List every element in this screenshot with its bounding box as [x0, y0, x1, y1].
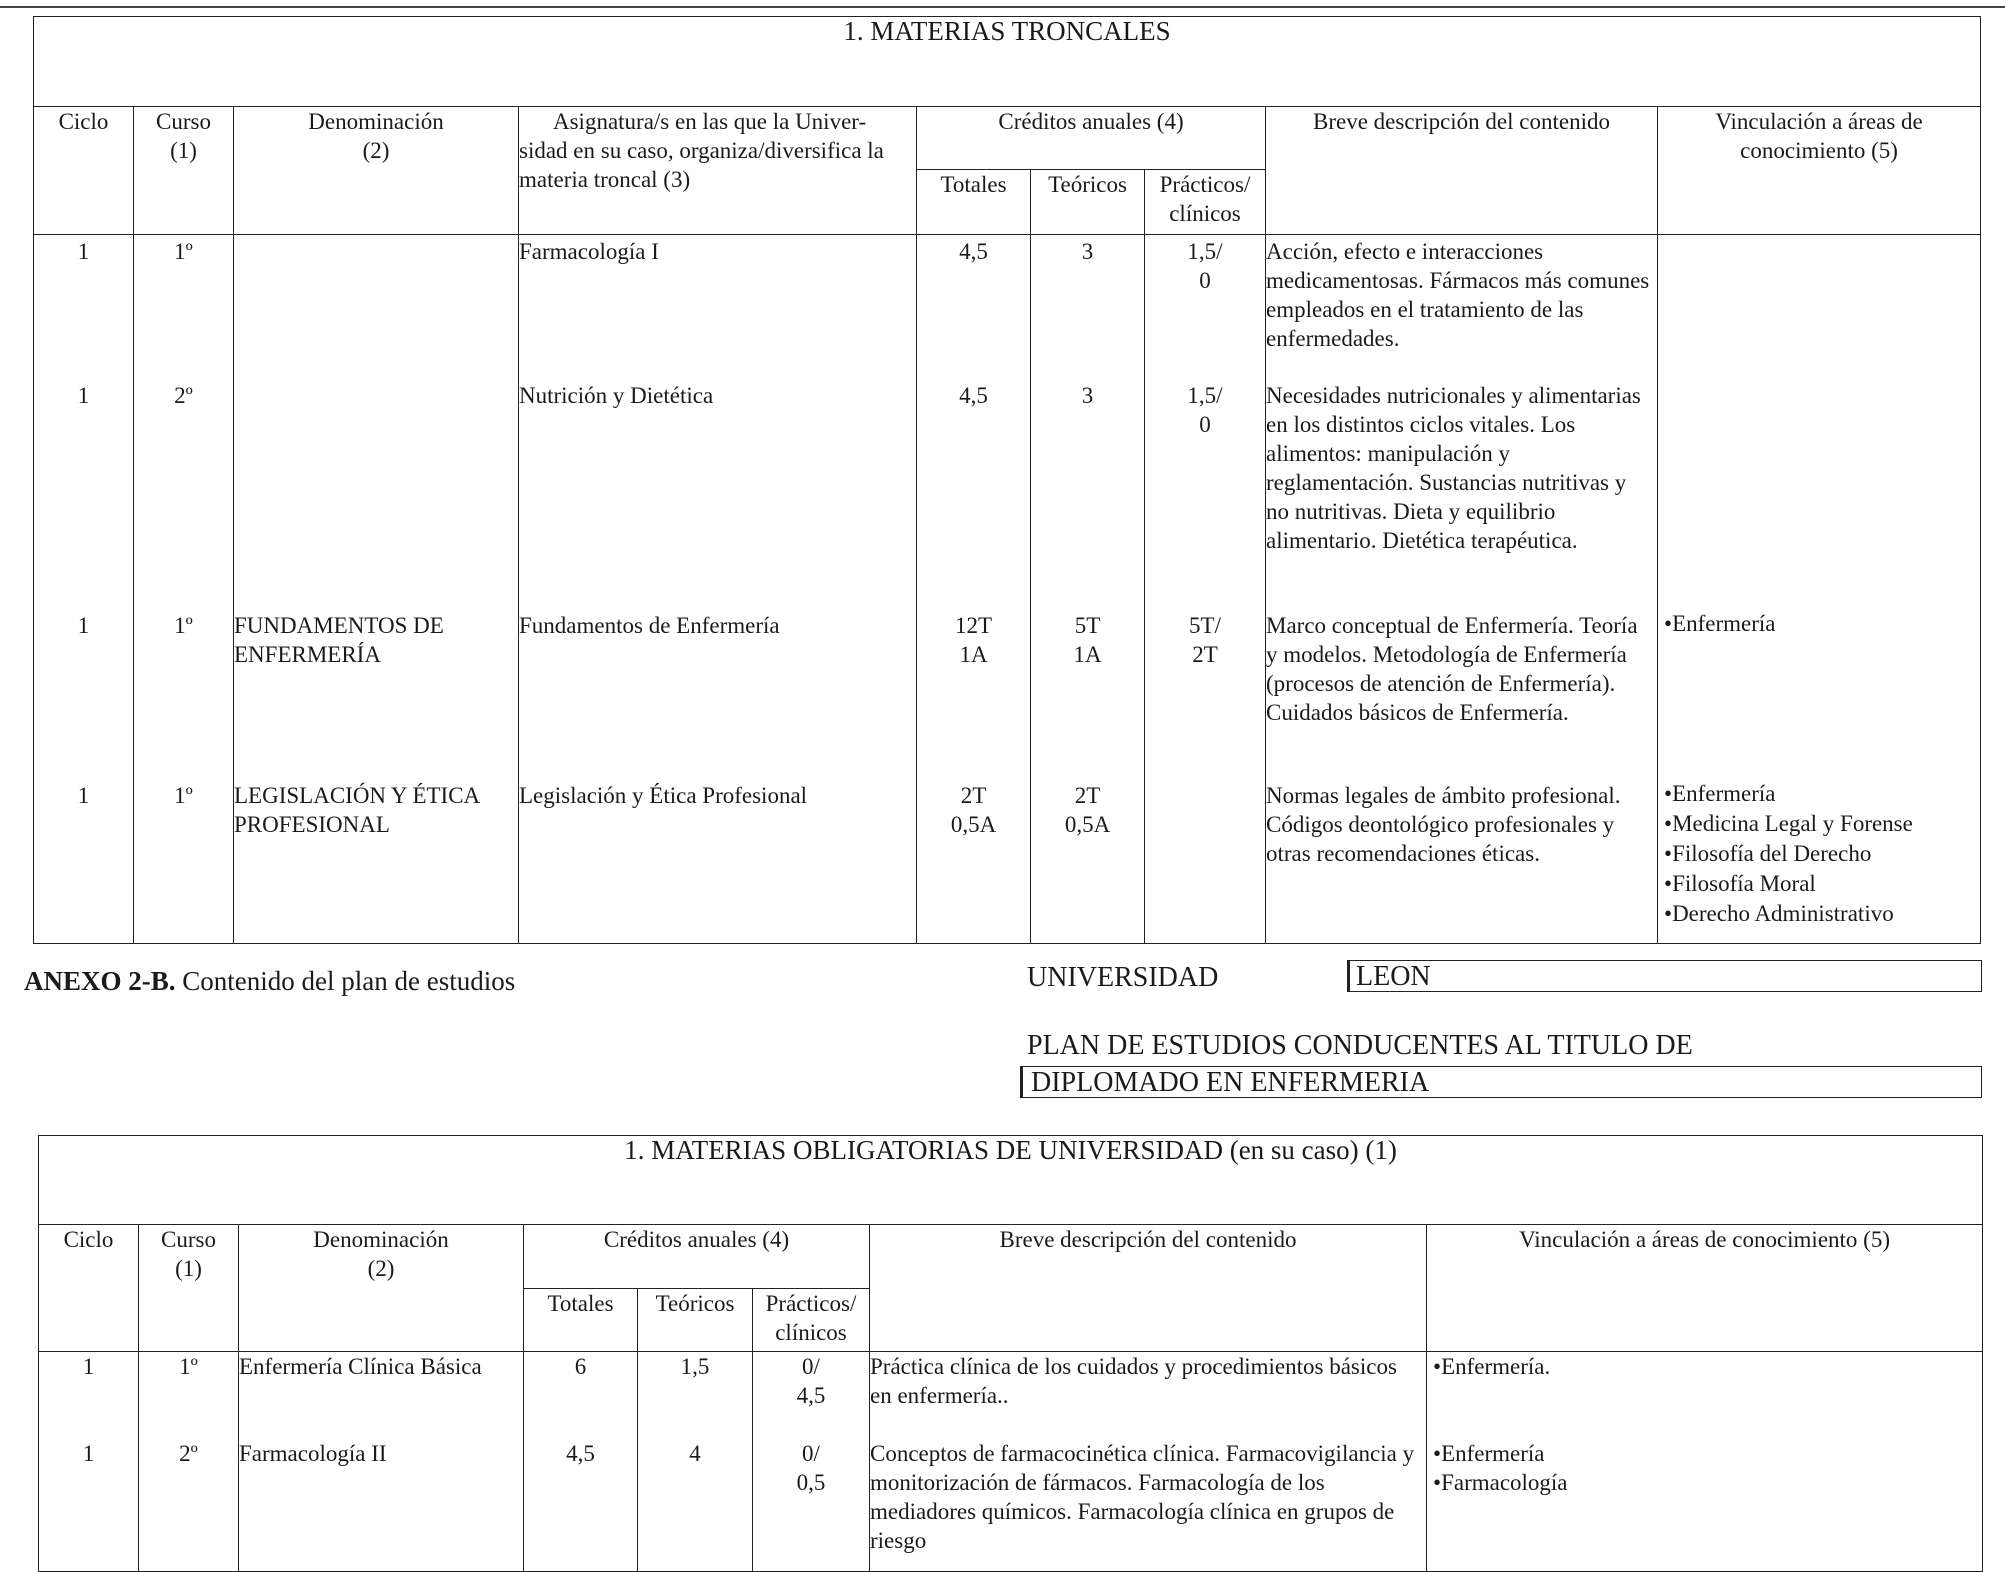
- denominacion-cell: [234, 235, 519, 379]
- header-descripcion: Breve descripción del contenido: [1266, 107, 1658, 235]
- header-curso: Curso (1): [134, 107, 234, 235]
- troncales-title: 1. MATERIAS TRONCALES: [34, 17, 1981, 107]
- totales-cell: 4,5: [524, 1439, 638, 1572]
- denominacion-cell: Farmacología II: [239, 1439, 524, 1572]
- ciclo-cell: 1: [34, 379, 134, 609]
- curso-cell: 1º: [134, 609, 234, 779]
- asignatura-cell: Legislación y Ética Profesional: [519, 779, 917, 944]
- totales-cell: 4,5: [917, 379, 1031, 609]
- descripcion-cell: Normas legales de ámbito profesional. Códigos deontológico profesionales y otras recomendaciones éticas.: [1266, 779, 1658, 944]
- obligatorias-title: 1. MATERIAS OBLIGATORIAS DE UNIVERSIDAD (en su caso) (1): [39, 1136, 1983, 1225]
- denominacion-cell: [234, 379, 519, 609]
- vinculacion-cell: [1658, 235, 1981, 379]
- table-row: [34, 779, 1981, 944]
- ciclo-cell: 1: [34, 609, 134, 779]
- totales-cell: 6: [524, 1352, 638, 1439]
- totales-cell: 4,5: [917, 235, 1031, 379]
- header-practicos: Prácticos/ clínicos: [753, 1289, 870, 1352]
- vinculacion-cell: [1658, 779, 1981, 944]
- ciclo-cell: 1: [34, 235, 134, 379]
- area-item: • Derecho Administrativo: [1664, 899, 1980, 929]
- top-rule: [0, 6, 2005, 8]
- header-creditos: Créditos anuales (4): [524, 1225, 870, 1289]
- descripcion-cell: Necesidades nutricionales y alimentarias en los distintos ciclos vitales. Los alimentos: manipulación y reglamentación. Sustancias nutritivas y no nutritivas. Dieta y equilibrio alimentario. Dietética terapéutica.: [1266, 379, 1658, 609]
- area-item: • Medicina Legal y Forense: [1664, 809, 1980, 839]
- header-descripcion: Breve descripción del contenido: [870, 1225, 1427, 1352]
- denominacion-cell: LEGISLACIÓN Y ÉTICA PROFESIONAL: [234, 779, 519, 944]
- area-item: • Enfermería: [1664, 779, 1980, 809]
- troncales-body: [34, 235, 1981, 944]
- obligatorias-table: [38, 1135, 1983, 1572]
- asignatura-cell: Fundamentos de Enfermería: [519, 609, 917, 779]
- vinculacion-cell: [1427, 1352, 1983, 1439]
- teoricos-cell: 1,5: [638, 1352, 753, 1439]
- denominacion-cell: FUNDAMENTOS DE ENFERMERÍA: [234, 609, 519, 779]
- curso-cell: 1º: [139, 1352, 239, 1439]
- header-practicos: Prácticos/ clínicos: [1145, 170, 1266, 235]
- header-denominacion: Denominación (2): [239, 1225, 524, 1352]
- practicos-cell: 5T/ 2T: [1145, 609, 1266, 779]
- totales-cell: 2T 0,5A: [917, 779, 1031, 944]
- universidad-label: UNIVERSIDAD: [1027, 962, 1219, 993]
- curso-cell: 1º: [134, 235, 234, 379]
- curso-cell: 2º: [139, 1439, 239, 1572]
- table-row: [39, 1439, 1983, 1572]
- header-curso: Curso (1): [139, 1225, 239, 1352]
- header-totales: Totales: [524, 1289, 638, 1352]
- practicos-cell: 1,5/ 0: [1145, 235, 1266, 379]
- header-asignatura: Asignatura/s en las que la Univer-sidad en su caso, organiza/diversifica la materia troncal (3): [519, 107, 917, 235]
- ciclo-cell: 1: [39, 1439, 139, 1572]
- asignatura-cell: Farmacología I: [519, 235, 917, 379]
- area-item: • Enfermería: [1664, 609, 1980, 638]
- descripcion-cell: Marco conceptual de Enfermería. Teoría y modelos. Metodología de Enfermería (procesos de atención de Enfermería). Cuidados básicos de Enfermería.: [1266, 609, 1658, 779]
- header-vinculacion: Vinculación a áreas de conocimiento (5): [1427, 1225, 1983, 1352]
- header-teoricos: Teóricos: [638, 1289, 753, 1352]
- area-item: • Enfermería.: [1433, 1352, 1982, 1381]
- denominacion-cell: Enfermería Clínica Básica: [239, 1352, 524, 1439]
- plan-value: DIPLOMADO EN ENFERMERIA: [1020, 1066, 1982, 1098]
- table-row: [34, 609, 1981, 779]
- header-teoricos: Teóricos: [1031, 170, 1145, 235]
- area-item: • Filosofía Moral: [1664, 869, 1980, 899]
- vinculacion-cell: [1427, 1439, 1983, 1572]
- vinculacion-cell: [1658, 379, 1981, 609]
- annex-label: ANEXO 2-B. Contenido del plan de estudios: [24, 966, 516, 996]
- totales-cell: 12T 1A: [917, 609, 1031, 779]
- troncales-table: [33, 16, 1981, 944]
- teoricos-cell: 2T 0,5A: [1031, 779, 1145, 944]
- ciclo-cell: 1: [39, 1352, 139, 1439]
- practicos-cell: 0/ 4,5: [753, 1352, 870, 1439]
- header-totales: Totales: [917, 170, 1031, 235]
- obligatorias-body: [39, 1352, 1983, 1572]
- teoricos-cell: 4: [638, 1439, 753, 1572]
- descripcion-cell: Conceptos de farmacocinética clínica. Farmacovigilancia y monitorización de fármacos. Farmacología de los mediadores químicos. Farmacología clínica en grupos de riesgo: [870, 1439, 1427, 1572]
- table-row: [34, 235, 1981, 379]
- plan-label: PLAN DE ESTUDIOS CONDUCENTES AL TITULO DE: [1027, 1030, 1693, 1061]
- area-item: • Farmacología: [1433, 1468, 1982, 1497]
- header-creditos: Créditos anuales (4): [917, 107, 1266, 170]
- descripcion-cell: Acción, efecto e interacciones medicamentosas. Fármacos más comunes empleados en el tratamiento de las enfermedades.: [1266, 235, 1658, 379]
- area-item: • Enfermería: [1433, 1439, 1982, 1468]
- header-denominacion: Denominación (2): [234, 107, 519, 235]
- header-ciclo: Ciclo: [39, 1225, 139, 1352]
- asignatura-cell: Nutrición y Dietética: [519, 379, 917, 609]
- header-ciclo: Ciclo: [34, 107, 134, 235]
- table-row: [34, 379, 1981, 609]
- ciclo-cell: 1: [34, 779, 134, 944]
- area-item: • Filosofía del Derecho: [1664, 839, 1980, 869]
- curso-cell: 2º: [134, 379, 234, 609]
- vinculacion-cell: [1658, 609, 1981, 779]
- teoricos-cell: 3: [1031, 235, 1145, 379]
- curso-cell: 1º: [134, 779, 234, 944]
- descripcion-cell: Práctica clínica de los cuidados y procedimientos básicos en enfermería..: [870, 1352, 1427, 1439]
- practicos-cell: 1,5/ 0: [1145, 379, 1266, 609]
- teoricos-cell: 3: [1031, 379, 1145, 609]
- header-vinculacion: Vinculación a áreas de conocimiento (5): [1658, 107, 1981, 235]
- practicos-cell: [1145, 779, 1266, 944]
- table-row: [39, 1352, 1983, 1439]
- practicos-cell: 0/ 0,5: [753, 1439, 870, 1572]
- teoricos-cell: 5T 1A: [1031, 609, 1145, 779]
- universidad-value: LEON: [1347, 960, 1982, 992]
